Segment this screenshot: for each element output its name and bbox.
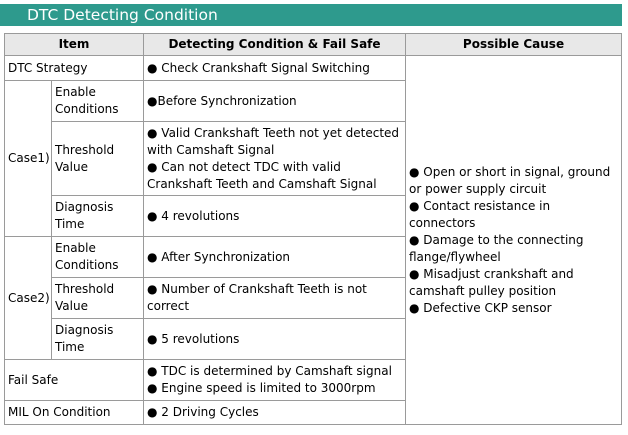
mil-on-value: ● 2 Driving Cycles [144, 401, 406, 425]
row-dtc-strategy [5, 56, 622, 81]
dtc-condition-table [4, 33, 622, 425]
case1-threshold-value [144, 122, 406, 196]
case2-threshold-value: ● Number of Crankshaft Teeth is not correct [144, 278, 406, 319]
section-title: DTC Detecting Condition [0, 4, 622, 26]
case2-label: Case2) [5, 237, 52, 360]
case1-enable-label: Enable Conditions [52, 81, 144, 122]
fail-safe-line: ● Engine speed is limited to 3000rpm [147, 381, 376, 395]
cause-item: ● Misadjust crankshaft and camshaft pulley position [409, 266, 574, 298]
case1-threshold-label: Threshold Value [52, 122, 144, 196]
fail-safe-line: ● TDC is determined by Camshaft signal [147, 364, 392, 378]
case2-diagnosis-label: Diagnosis Time [52, 319, 144, 360]
possible-cause-cell [406, 56, 622, 425]
case2-enable-label: Enable Conditions [52, 237, 144, 278]
fail-safe-label: Fail Safe [5, 360, 144, 401]
fail-safe-value [144, 360, 406, 401]
cause-item: ● Contact resistance in connectors [409, 198, 551, 230]
case1-enable-value: ●Before Synchronization [144, 81, 406, 122]
header-item: Item [5, 34, 144, 56]
case1-diagnosis-value: ● 4 revolutions [144, 196, 406, 237]
cause-item: ● Defective CKP sensor [409, 300, 552, 315]
dtc-strategy-label: DTC Strategy [5, 56, 144, 81]
case1-label: Case1) [5, 81, 52, 237]
dtc-strategy-value: ● Check Crankshaft Signal Switching [144, 56, 406, 81]
case1-threshold-line: ● Valid Crankshaft Teeth not yet detected with Camshaft Signal [147, 125, 400, 157]
table-header-row [5, 34, 622, 56]
mil-on-label: MIL On Condition [5, 401, 144, 425]
header-cause: Possible Cause [406, 34, 622, 56]
case2-threshold-label: Threshold Value [52, 278, 144, 319]
case1-diagnosis-label: Diagnosis Time [52, 196, 144, 237]
case2-diagnosis-value: ● 5 revolutions [144, 319, 406, 360]
case1-threshold-line: ● Can not detect TDC with valid Crankshaft Teeth and Camshaft Signal [147, 159, 377, 191]
case2-enable-value: ● After Synchronization [144, 237, 406, 278]
cause-item: ● Open or short in signal, ground or power supply circuit [409, 164, 611, 196]
header-condition: Detecting Condition & Fail Safe [144, 34, 406, 56]
cause-item: ● Damage to the connecting flange/flywheel [409, 232, 584, 264]
